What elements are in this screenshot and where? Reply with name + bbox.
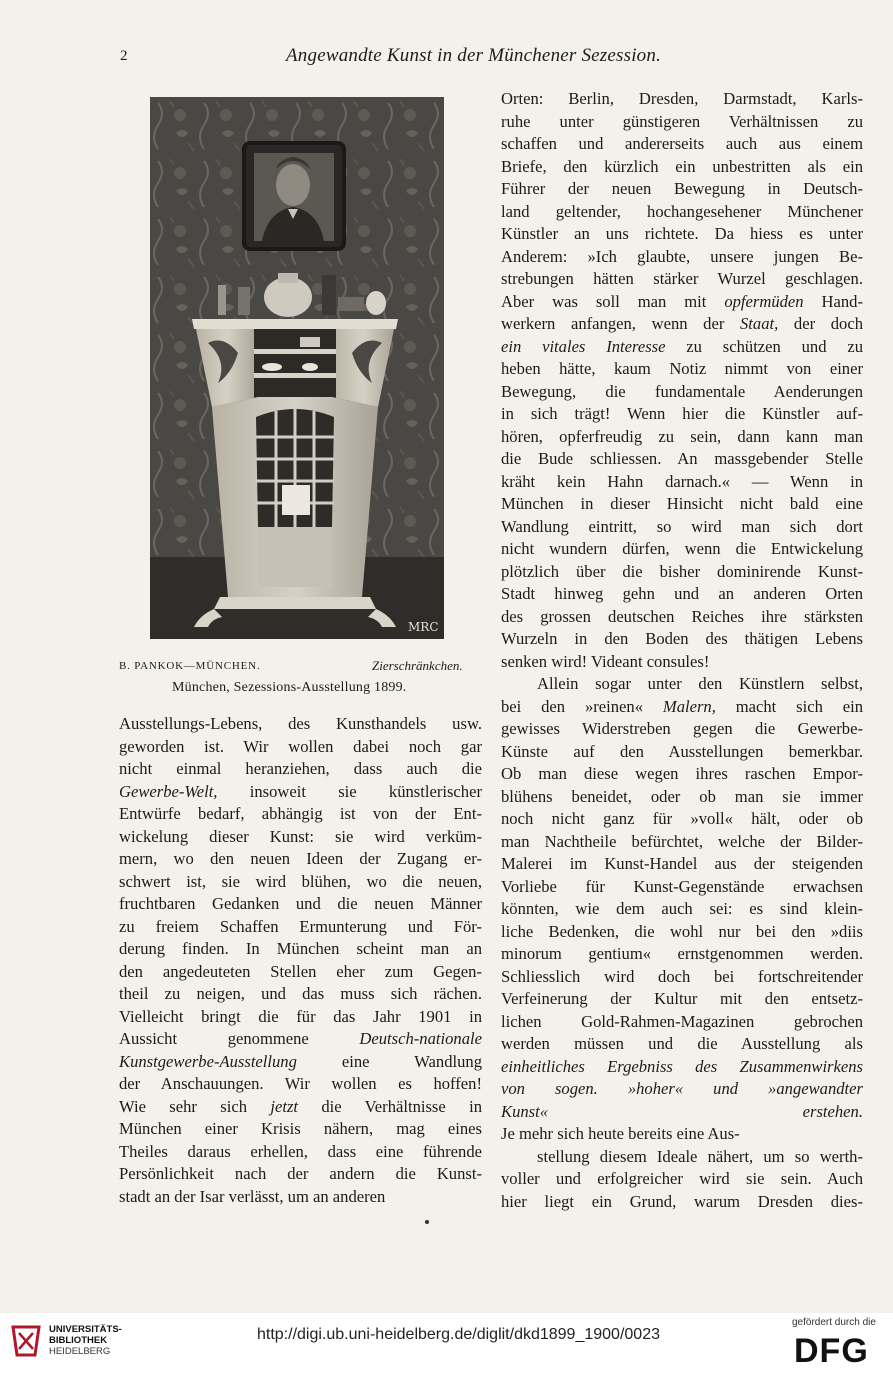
text-segment: hier liegt ein Grund, warum Dresden dies- [501,1191,863,1211]
text-segment: eine Wandlung [296,1051,482,1071]
text-segment: insoweit sie künstlerischer [217,781,482,801]
text-segment: Führer der neuen Bewegung in Deutsch- [501,179,863,198]
running-title: Angewandte Kunst in der Münchener Sezession. [286,45,662,66]
text-line [501,1146,863,1169]
text-segment: Allein sogar unter den Künstlern selbst, [537,674,863,693]
text-segment: noch nicht ganz für »voll« hält, oder ob [501,809,863,828]
text-segment: fruchtbaren Gedanken und die neuen Männer [119,894,482,913]
text-segment: Orten: Berlin, Dresden, Darmstadt, Karls- [501,89,863,108]
text-line [501,628,863,651]
text-line [501,561,863,584]
text-segment: die Bude schliessen. An massgebender Stelle [501,449,863,468]
text-line [501,1191,863,1214]
text-segment: der Anschauungen. Wir wollen es hoffen! [119,1074,482,1093]
permalink-url[interactable]: http://digi.ub.uni-heidelberg.de/diglit/dkd1899_1900/0023 [257,1326,660,1343]
text-segment: werden müssen und die Ausstellung als [501,1034,863,1053]
text-segment: Kunstgewerbe-Ausstellung [119,1051,297,1071]
text-segment: stadt an der Isar verlässt, um an anderen [119,1186,386,1206]
text-line [501,606,863,629]
text-segment: Anderem: »Ich glaubte, unsere jungen Be- [501,246,863,266]
text-line [119,1186,482,1209]
text-segment: heben hätte, kaum Notiz nimmt von einer [501,359,863,378]
text-line [119,1006,482,1029]
text-segment: werkern anfangen, wenn der [501,314,740,333]
text-line [119,1141,482,1164]
text-segment: Wandlung eintritt, so wird man sich dort [501,516,863,536]
text-line [501,786,863,809]
text-segment: gewisses Widerstreben gegen die Gewerbe- [501,719,863,738]
text-segment: Vielleicht bringt die für das Jahr 1901 in [119,1006,482,1026]
text-line [501,696,863,719]
text-segment: Deutsch-nationale [359,1029,482,1048]
text-segment: Aussicht genommene [119,1029,360,1048]
text-segment: schwert ist, sie wird blühen, wo die neuen, [119,871,482,891]
text-line [501,763,863,786]
text-line [119,938,482,961]
text-segment: Schliesslich wird doch bei fortschreitender [501,966,863,986]
text-segment: bei den »reinen« [501,696,663,716]
text-line [501,1056,863,1079]
text-line [119,736,482,759]
text-segment: minorum gentium« ernstgenommen werden. [501,944,863,963]
text-line [501,1033,863,1056]
text-line [501,966,863,989]
text-segment: die Verhältnisse in [298,1096,482,1116]
text-column-left [119,713,482,1208]
funding-note: gefördert durch die [792,1317,876,1328]
text-line [501,673,863,696]
cabinet-photograph [150,97,444,639]
text-line [501,336,863,359]
text-line [501,988,863,1011]
text-line [119,1163,482,1186]
text-line [501,718,863,741]
text-segment: Künste auf den Ausstellungen bemerkbar. [501,741,863,761]
text-segment: ruhe unter günstigeren Verhältnissen zu [501,111,863,131]
text-line [501,313,863,336]
text-line [501,291,863,314]
text-line [501,358,863,381]
digitization-footer [0,1313,893,1375]
text-segment: blühens beneidet, oder ob man sie immer [501,786,863,806]
text-segment: wickelung dieser Kunst: sie wird verküm- [119,826,482,846]
text-line [501,943,863,966]
text-segment: Ausstellungs-Lebens, des Kunsthandels usw. [119,714,482,733]
text-segment: macht sich ein [715,696,863,716]
text-segment: Ob man diese wegen ihres raschen Empor- [501,764,863,783]
library-name [49,1324,122,1357]
text-segment: Wurzeln in den Boden des thätigen Lebens [501,629,863,648]
text-line [119,871,482,894]
text-line [119,781,482,804]
text-line [119,1028,482,1051]
text-line [501,876,863,899]
text-segment: in sich trägt! Wenn hier die Künstler auf- [501,404,863,423]
page-mark [425,1220,429,1224]
text-segment: man Nachtheile befürchtet, welche der Bilder- [501,831,863,851]
caption-artist: B. PANKOK—MÜNCHEN. [119,660,261,672]
text-line [501,538,863,561]
text-line [501,1011,863,1034]
text-line [501,1168,863,1191]
text-segment: ein vitales Interesse [501,336,666,356]
text-line [501,246,863,269]
text-segment: einheitliches Ergebniss des Zusammenwirkens [501,1056,863,1076]
text-line [501,403,863,426]
library-line-3: HEIDELBERG [49,1346,111,1357]
text-segment: der doch [778,314,863,333]
text-segment: Vorliebe für Kunst-Gegenstände erwachsen [501,876,863,896]
text-segment: opfermüden [724,291,804,311]
text-segment: München einer Krisis nähern, mag eines [119,1119,482,1138]
text-segment: Wie sehr sich [119,1096,271,1116]
text-segment: Hand- [803,291,863,311]
text-segment: strebungen hätten stärker Wurzel geschlagen. [501,269,863,288]
text-segment: Malerei im Kunst-Handel aus der steigenden [501,854,863,873]
text-line [501,493,863,516]
text-line [119,1073,482,1096]
text-line [501,516,863,539]
text-segment: Briefe, den kürzlich ein unbestritten als ein [501,156,863,176]
text-segment: Entwürfe bedarf, abhängig ist von der Ent- [119,804,482,823]
text-line [501,1078,863,1101]
text-line [119,983,482,1006]
text-line [501,898,863,921]
text-segment: könnten, wie dem auch sei: es sind klein- [501,899,863,918]
text-line [501,583,863,606]
text-line [119,848,482,871]
text-segment: Künstler an uns richtete. Da hiess es unter [501,224,863,243]
text-segment: stellung diesem Ideale nähert, um so werth- [537,1146,863,1166]
text-line [501,223,863,246]
text-line [119,1096,482,1119]
text-segment: senken wird! Videant consules! [501,651,710,671]
text-segment: Aber was soll man mit [501,291,725,311]
text-line [119,826,482,849]
dfg-logo: DFG [794,1332,869,1370]
text-segment: des grossen deutschen Reiches ihre stärksten [501,606,863,626]
page-number: 2 [120,48,128,64]
text-line [501,808,863,831]
text-segment: plötzlich über die bisher dominirende Kunst- [501,561,863,581]
text-segment: zu freiem Schaffen Ermunterung und För- [119,916,482,936]
caption-exhibition: München, Sezessions-Ausstellung 1899. [172,680,407,695]
text-line [501,426,863,449]
text-line [501,471,863,494]
text-line [501,831,863,854]
text-line [501,111,863,134]
text-line [501,88,863,111]
university-seal-icon [9,1321,43,1359]
text-segment: Stadt hinweg gehn und an anderen Orten [501,584,863,603]
text-segment: Malern, [662,696,716,716]
text-line [501,268,863,291]
text-line [119,1118,482,1141]
photo-monogram: MRC [408,620,439,634]
text-line [119,893,482,916]
text-line [501,156,863,179]
text-line [501,178,863,201]
text-segment: liche Bedenken, die wohl nur bei den »diis [501,921,863,941]
text-segment: nicht wundern dürfen, wenn die Entwickelung [501,539,863,558]
text-segment: kräht kein Hahn darnach.« — Wenn in [501,471,863,491]
text-line [119,713,482,736]
text-line [501,1101,863,1124]
text-line [119,803,482,826]
text-segment: geworden ist. Wir wollen dabei noch gar [119,736,482,756]
text-segment: mern, wo den neuen Ideen der Zugang er- [119,849,482,868]
text-segment: Staat, [740,314,779,333]
text-segment: den angedeuteten Stellen eher zum Gegen- [119,961,482,981]
text-line [501,741,863,764]
text-segment: Je mehr sich heute bereits eine Aus- [501,1124,740,1143]
text-line [119,961,482,984]
text-segment: Gewerbe-Welt, [119,781,218,801]
text-segment: zu schützen und zu [665,336,863,356]
text-line [119,916,482,939]
text-segment: schaffen und andererseits auch aus einem [501,134,863,153]
text-segment: land geltender, hochangesehener Münchener [501,201,863,221]
caption-object: Zierschränkchen. [372,658,463,673]
text-column-right [501,88,863,1213]
text-segment: derung finden. In München scheint man an [119,939,482,958]
text-segment: lichen Gold-Rahmen-Magazinen gebrochen [501,1011,863,1031]
text-segment: Theiles daraus erhellen, dass eine führende [119,1141,482,1161]
text-line [501,201,863,224]
text-segment: hören, opferfreudig zu sein, dann kann man [501,426,863,446]
text-segment: München in dieser Hinsicht nicht bald eine [501,494,863,513]
text-line [501,921,863,944]
text-line [501,448,863,471]
text-line [119,1051,482,1074]
library-line-2: BIBLIOTHEK [49,1335,108,1346]
text-line [119,758,482,781]
text-segment: nicht einmal heranziehen, dass auch die [119,759,482,778]
text-line [501,381,863,404]
text-segment: Verfeinerung der Kultur mit den entsetz- [501,989,863,1008]
portrait-frame [244,143,344,249]
text-segment: von sogen. »hoher« und »angewandter [501,1079,863,1098]
text-segment: Kunst« erstehen. [501,1101,863,1121]
text-line [501,133,863,156]
text-segment: Bewegung, die fundamentale Aenderungen [501,381,863,401]
text-segment: jetzt [270,1096,299,1116]
text-segment: Persönlichkeit nach der andern die Kunst- [119,1164,482,1183]
text-segment: theil zu neigen, und das muss sich rächen. [119,984,482,1003]
text-segment: voller und erfolgreicher wird sie sein. Auch [501,1169,863,1188]
text-line [501,853,863,876]
text-line [501,1123,863,1146]
library-line-1: UNIVERSITÄTS- [49,1324,122,1335]
text-line [501,651,863,674]
